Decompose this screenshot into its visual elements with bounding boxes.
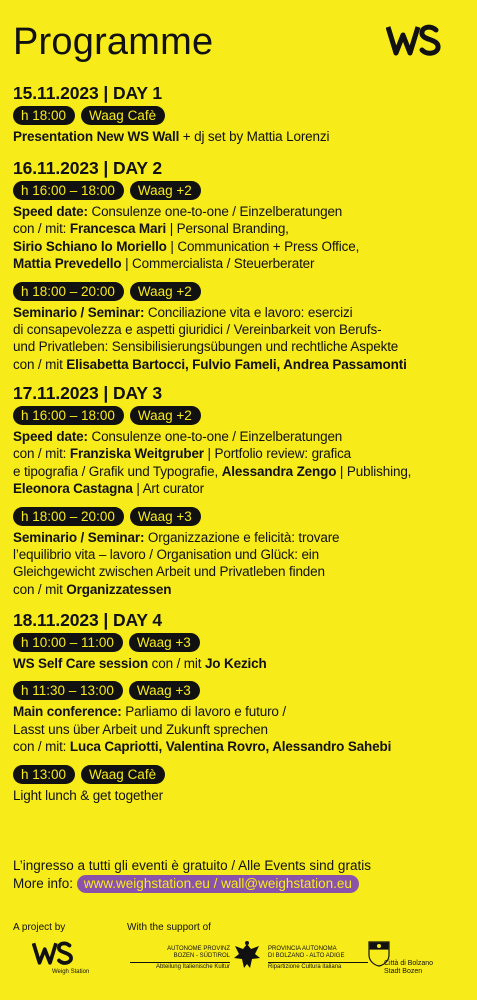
event-time-badge: h 18:00 – 20:00 — [13, 507, 124, 526]
bold-text: Speed date: — [13, 204, 88, 219]
bold-text: Francesca Mari — [69, 221, 167, 237]
event-tags — [13, 181, 465, 200]
event-block — [13, 633, 465, 672]
event-text-line — [13, 738, 465, 755]
province-text-de — [130, 946, 230, 971]
event-text-line — [13, 238, 465, 255]
event-text-line — [13, 563, 465, 580]
event-time-badge: h 13:00 — [13, 765, 75, 784]
bold-text: Elisabetta Bartocci, Fulvio Fameli, Andrea Passamonti — [66, 356, 407, 372]
day-section — [13, 382, 465, 607]
day-heading: 15.11.2023 | DAY 1 — [13, 83, 163, 103]
text: con / mit: — [13, 446, 70, 462]
city-it: Città di Bolzano — [384, 960, 434, 967]
event-tags — [13, 406, 465, 425]
event-location-badge: Waag +3 — [130, 507, 201, 526]
event-tags — [13, 633, 465, 652]
province-text-it — [268, 946, 368, 971]
event-time-badge: h 16:00 – 18:00 — [13, 406, 124, 425]
day-heading: 17.11.2023 | DAY 3 — [13, 383, 163, 403]
bold-text: Mattia Prevedello — [13, 256, 122, 272]
text: | Communication + Press Office, — [166, 238, 360, 254]
page-title: Programme — [13, 21, 214, 63]
project-by-label: A project by — [13, 922, 66, 933]
ws-logo-icon — [386, 24, 442, 56]
bold-text: Franziska Weitgruber — [69, 446, 204, 462]
event-time-badge: h 16:00 – 18:00 — [13, 181, 124, 200]
footer-info — [13, 857, 371, 893]
event-location-badge: Waag +2 — [130, 406, 201, 425]
event-text-line — [13, 480, 465, 497]
text: | Personal Branding, — [166, 221, 289, 237]
text: con / mit — [13, 581, 67, 597]
text: Conciliazione vita e lavoro: esercizi — [144, 304, 353, 320]
bold-text: Presentation New WS Wall — [13, 129, 180, 144]
bold-text: Seminario / Seminar: — [13, 304, 145, 320]
more-info-link[interactable]: www.weighstation.eu / wall@weighstation.eu — [77, 875, 359, 893]
event-tags — [13, 106, 465, 125]
event-location-badge: Waag +2 — [130, 181, 201, 200]
event-text-line — [13, 203, 465, 220]
event-block — [13, 507, 465, 599]
day-section — [13, 609, 465, 813]
text: con / mit: — [13, 221, 70, 237]
text: Light lunch & get together — [13, 787, 163, 803]
event-tags — [13, 681, 465, 700]
event-text-line — [13, 703, 465, 720]
province-de-line2: BOZEN - SÜDTIROL — [173, 953, 230, 959]
city-text — [384, 960, 454, 976]
event-text-line — [13, 356, 465, 373]
ws-logo-small-icon — [32, 940, 74, 966]
event-time-badge: h 18:00 — [13, 106, 75, 125]
text: con / mit — [148, 656, 205, 671]
event-text-line — [13, 529, 465, 546]
event-text-line — [13, 445, 465, 462]
text: Organizzazione e felicità: trovare — [144, 529, 340, 545]
event-time-badge: h 11:30 – 13:00 — [13, 681, 123, 700]
bold-text: Alessandra Zengo — [221, 463, 337, 479]
event-text-line — [13, 220, 465, 237]
bold-text: Sirio Schiano lo Moriello — [13, 238, 167, 254]
event-text-line — [13, 128, 465, 145]
event-tags — [13, 282, 465, 301]
bold-text: Organizzatessen — [66, 581, 172, 597]
event-block — [13, 181, 465, 273]
event-text-line — [13, 338, 465, 355]
text: di consapevolezza e aspetti giuridici / Vereinbarkeit von Berufs- — [13, 322, 382, 338]
event-location-badge: Waag Cafè — [81, 106, 165, 125]
province-it-dept: Ripartizione Cultura italiana — [268, 962, 368, 971]
text: l’equilibrio vita – lavoro / Organisation und Glück: ein — [13, 547, 320, 563]
eagle-coat-of-arms-icon — [232, 940, 262, 974]
text: e tipografia / Grafik und Typografie, — [13, 463, 222, 479]
text: Consulenze one-to-one / Einzelberatungen — [87, 204, 343, 219]
text: Parliamo di lavoro e futuro / — [121, 704, 286, 720]
event-text-line — [13, 304, 465, 321]
event-block — [13, 765, 465, 804]
event-text-line — [13, 581, 465, 598]
event-time-badge: h 10:00 – 11:00 — [13, 633, 123, 652]
bold-text: Main conference: — [13, 704, 122, 720]
text: con / mit — [13, 356, 67, 372]
text: Lasst uns über Arbeit und Zukunft sprechen — [13, 721, 268, 737]
text: con / mit: — [13, 739, 70, 755]
province-it-line1: PROVINCIA AUTONOMA — [268, 946, 337, 952]
event-text-line — [13, 546, 465, 563]
event-time-badge: h 18:00 – 20:00 — [13, 282, 124, 301]
day-section — [13, 82, 465, 154]
event-text-line — [13, 655, 465, 672]
event-block — [13, 681, 465, 755]
event-text-line — [13, 463, 465, 480]
text: | Publishing, — [336, 463, 412, 479]
bold-text: Eleonora Castagna — [13, 481, 133, 497]
event-tags — [13, 507, 465, 526]
text: | Art curator — [132, 481, 204, 497]
day-heading: 16.11.2023 | DAY 2 — [13, 158, 163, 178]
bold-text: Speed date: — [13, 429, 88, 444]
more-info-label: More info: — [13, 876, 74, 892]
event-text-line — [13, 428, 465, 445]
event-block — [13, 406, 465, 498]
text: | Portfolio review: grafica — [203, 446, 352, 462]
province-it-line2: DI BOLZANO - ALTO ADIGE — [268, 953, 345, 959]
text: | Commercialista / Steuerberater — [121, 256, 315, 272]
text: + dj set by Mattia Lorenzi — [179, 129, 330, 144]
bold-text: Seminario / Seminar: — [13, 529, 145, 545]
event-block — [13, 282, 465, 374]
event-tags — [13, 765, 465, 784]
event-text-line — [13, 255, 465, 272]
text: Consulenze one-to-one / Einzelberatungen — [87, 429, 343, 444]
province-de-dept: Abteilung Italienische Kultur — [130, 962, 230, 971]
day-heading: 18.11.2023 | DAY 4 — [13, 610, 163, 630]
province-de-line1: AUTONOME PROVINZ — [167, 946, 230, 952]
city-de: Stadt Bozen — [384, 968, 423, 975]
text: und Privatleben: Sensibilisierungsübungen und rechtliche Aspekte — [13, 339, 399, 355]
event-text-line — [13, 721, 465, 738]
event-location-badge: Waag +3 — [129, 633, 200, 652]
event-text-line — [13, 321, 465, 338]
bold-text: WS Self Care session — [13, 656, 149, 671]
free-entry-text: L’ingresso a tutti gli eventi è gratuito / Alle Events sind gratis — [13, 858, 371, 873]
event-location-badge: Waag Cafè — [81, 765, 165, 784]
event-location-badge: Waag +3 — [129, 681, 200, 700]
text: Gleichgewicht zwischen Arbeit und Privatleben finden — [13, 564, 325, 580]
bold-text: Jo Kezich — [204, 656, 267, 671]
day-section — [13, 157, 465, 382]
bold-text: Luca Capriotti, Valentina Rovro, Alessandro Sahebi — [69, 739, 392, 755]
event-block — [13, 106, 465, 145]
support-label: With the support of — [127, 922, 211, 933]
ws-logo-subtitle: Weigh Station — [52, 969, 90, 975]
event-location-badge: Waag +2 — [130, 282, 201, 301]
event-text-line — [13, 787, 465, 804]
